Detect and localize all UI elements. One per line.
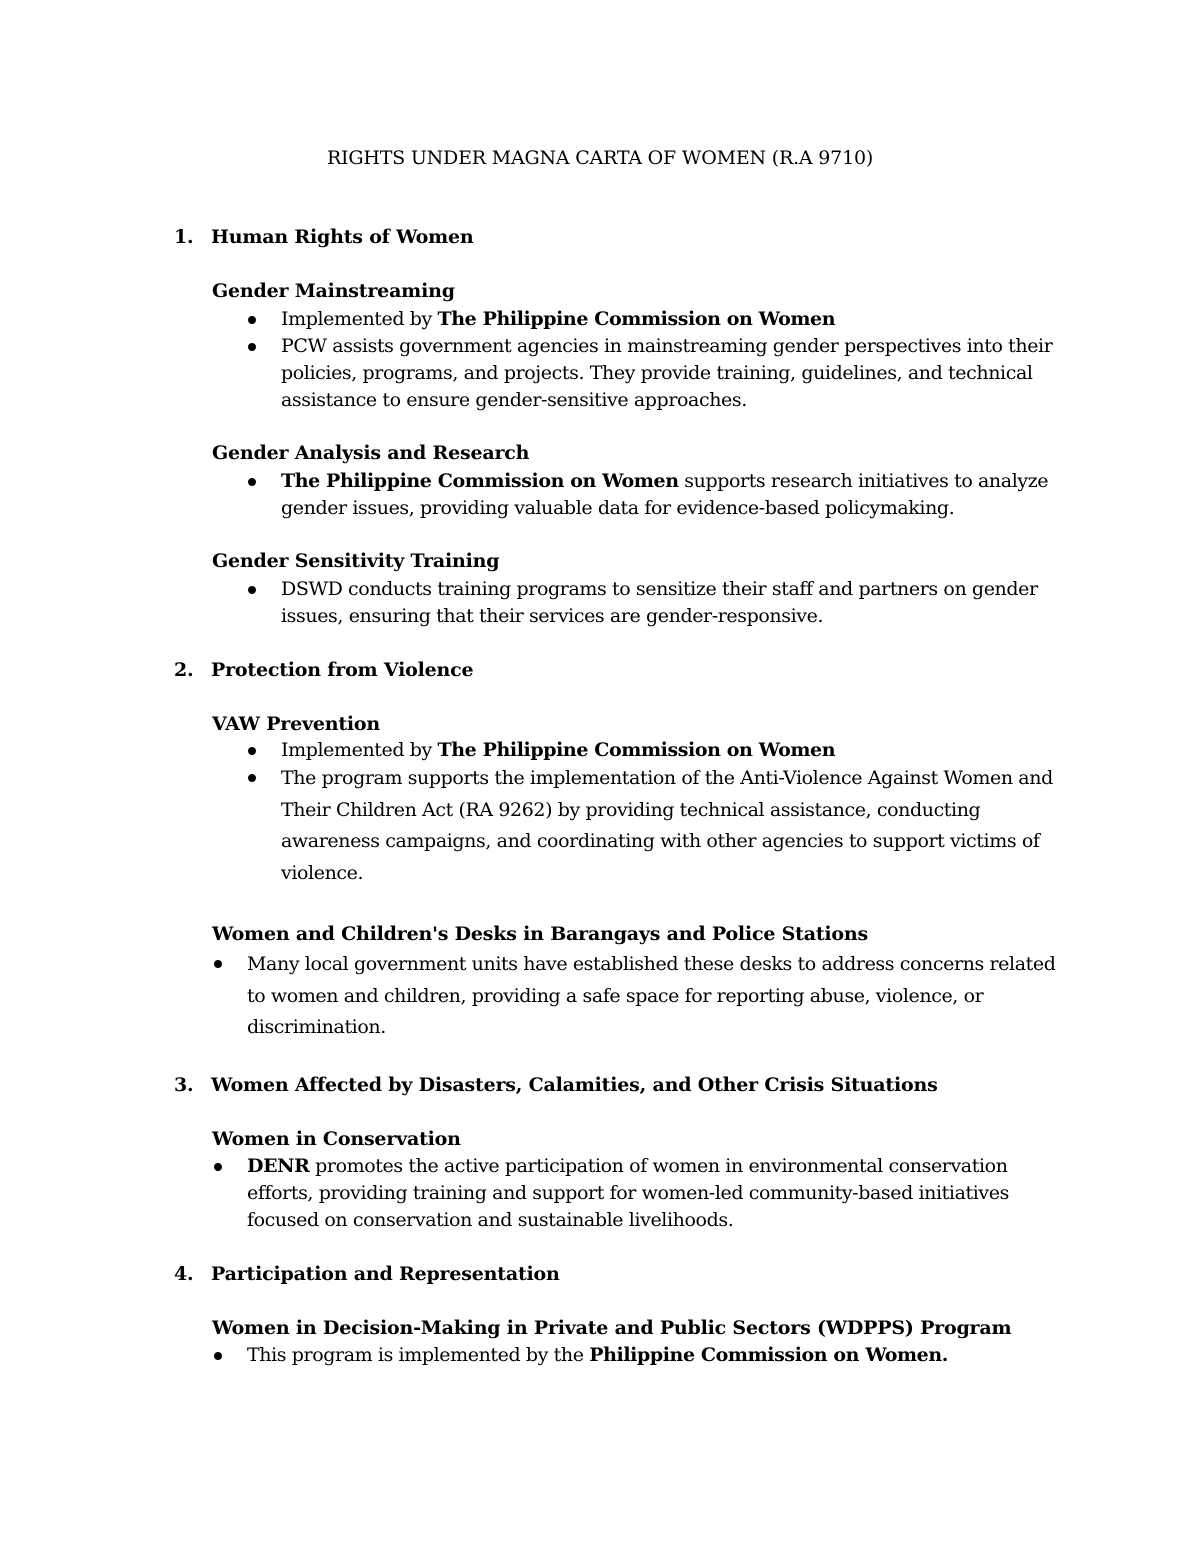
bullet-text: promotes the active participation of women in environmental conservation efforts, providing training and support for women-led community-based initiatives focused on conservation and sustainable livelihoods. (247, 1155, 1009, 1231)
subsection-heading-gender-sensitivity: Gender Sensitivity Training (212, 550, 500, 572)
list-item (246, 468, 1076, 522)
section-title: Protection from Violence (211, 659, 474, 681)
bullet-icon (248, 478, 256, 486)
bullet-text: Implemented by (281, 308, 438, 330)
bullet-bold-text: Philippine Commission on Women. (589, 1344, 948, 1366)
subsection-heading-gender-mainstreaming: Gender Mainstreaming (212, 280, 455, 302)
section-title: Human Rights of Women (211, 226, 474, 248)
bullet-icon (214, 960, 222, 968)
bullet-icon (248, 774, 256, 782)
bullet-icon (248, 316, 256, 324)
list-item (212, 1153, 1072, 1234)
section-title: Women Affected by Disasters, Calamities, and Other Crisis Situations (211, 1074, 938, 1096)
bullet-bold-text: DENR (247, 1155, 310, 1177)
bullet-icon (214, 1352, 222, 1360)
bullet-bold-text: The Philippine Commission on Women (437, 308, 836, 330)
list-item (246, 306, 1076, 333)
bullet-bold-text: The Philippine Commission on Women (281, 470, 679, 492)
subsection-heading-gender-analysis: Gender Analysis and Research (212, 442, 530, 464)
bullet-text: PCW assists government agencies in mainstreaming gender perspectives into their policies, programs, and projects. They provide training, guidelines, and technical assistance to ensure gender-sensitive approaches. (281, 335, 1053, 411)
section-2-heading (174, 656, 473, 684)
list-item (246, 763, 1076, 889)
bullet-icon (248, 343, 256, 351)
bullet-icon (248, 586, 256, 594)
bullet-icon (248, 747, 256, 755)
bullet-text: Implemented by (281, 739, 438, 761)
bullet-text: Many local government units have established these desks to address concerns related to women and children, providing a safe space for reporting abuse, violence, or discrimination. (247, 953, 1056, 1038)
list-item (246, 333, 1076, 414)
subsection-heading-wdpps: Women in Decision-Making in Private and Public Sectors (WDPPS) Program (212, 1317, 1012, 1339)
bullet-icon (214, 1163, 222, 1171)
section-number: 4. (174, 1263, 194, 1285)
list-item (246, 737, 1076, 764)
list-item (246, 576, 1076, 630)
list-item (212, 949, 1072, 1044)
subsection-heading-vaw-prevention: VAW Prevention (212, 713, 381, 735)
section-number: 2. (174, 659, 194, 681)
subsection-heading-women-conservation: Women in Conservation (212, 1128, 461, 1150)
section-1-heading (174, 223, 474, 251)
section-number: 1. (174, 226, 194, 248)
bullet-text: supports research initiatives to analyze gender issues, providing valuable data for evidence-based policymaking. (281, 470, 1049, 519)
section-number: 3. (174, 1074, 194, 1096)
bullet-text: DSWD conducts training programs to sensitize their staff and partners on gender issues, ensuring that their services are gender-responsive. (281, 578, 1038, 627)
document-title: RIGHTS UNDER MAGNA CARTA OF WOMEN (R.A 9710) (326, 147, 874, 169)
bullet-bold-text: The Philippine Commission on Women (437, 739, 836, 761)
list-item (212, 1342, 1072, 1369)
section-title: Participation and Representation (211, 1263, 560, 1285)
section-4-heading (174, 1260, 560, 1288)
bullet-text: The program supports the implementation of the Anti-Violence Against Women and Their Children Act (RA 9262) by providing technical assistance, conducting awareness campaigns, and coordinating with other agencies to support victims of violence. (281, 767, 1053, 884)
section-3-heading (174, 1071, 938, 1099)
subsection-heading-women-children-desks: Women and Children's Desks in Barangays and Police Stations (212, 923, 869, 945)
bullet-text: This program is implemented by the (247, 1344, 590, 1366)
